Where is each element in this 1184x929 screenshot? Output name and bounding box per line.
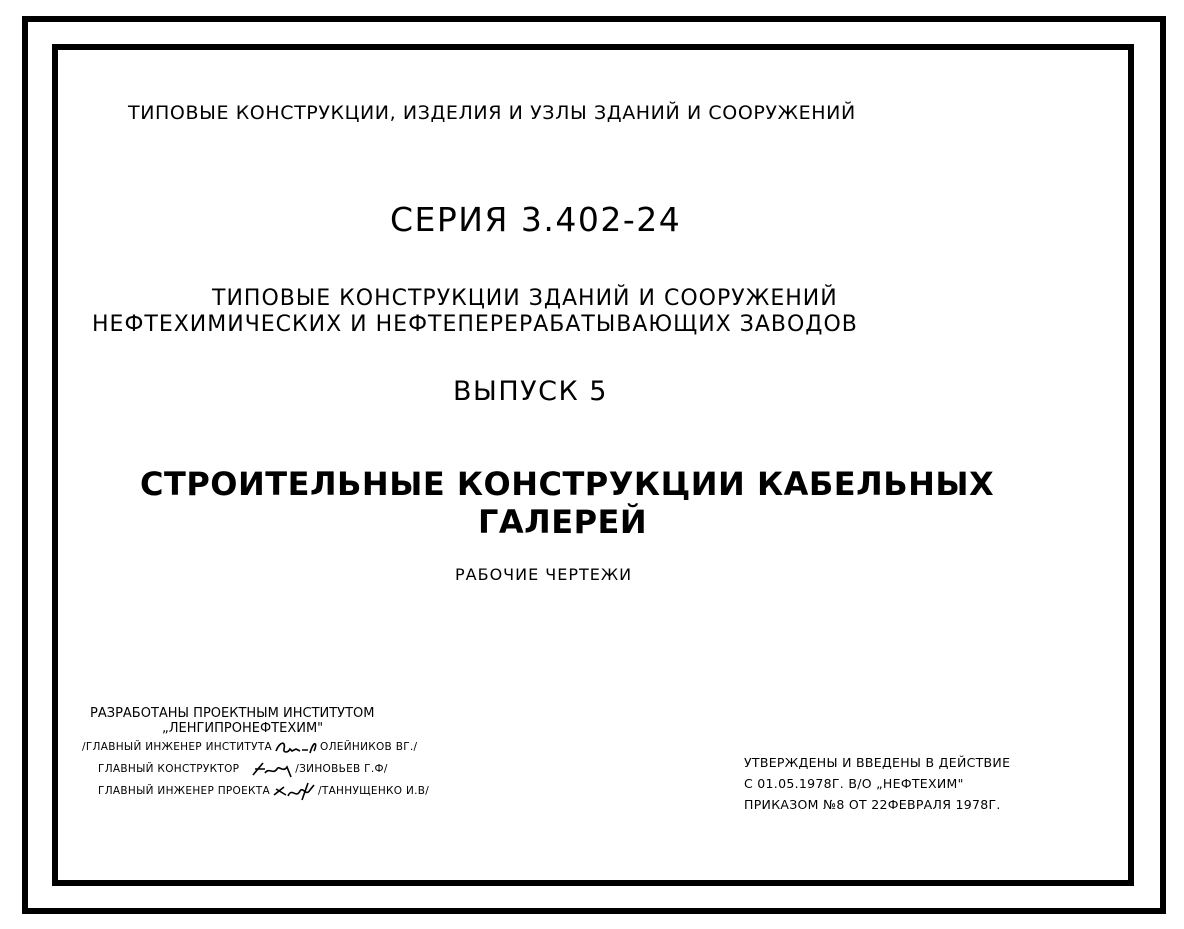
signatory-position: ГЛАВНЫЙ КОНСТРУКТОР xyxy=(98,763,240,775)
document-type: РАБОЧИЕ ЧЕРТЕЖИ xyxy=(455,565,633,584)
series-number: СЕРИЯ 3.402-24 xyxy=(390,200,682,239)
signatory-position: ГЛАВНЫЙ ИНЖЕНЕР ПРОЕКТА xyxy=(98,785,271,797)
subtitle-line-1: ТИПОВЫЕ КОНСТРУКЦИИ ЗДАНИЙ И СООРУЖЕНИЙ xyxy=(212,286,838,311)
signatory-row xyxy=(98,758,429,780)
approval-block xyxy=(744,752,1010,815)
approval-line-2: С 01.05.1978Г. В/О „НЕФТЕХИМ" xyxy=(744,776,964,791)
approval-line-1: УТВЕРЖДЕНЫ И ВВЕДЕНЫ В ДЕЙСТВИЕ xyxy=(744,755,1011,770)
signatory-name: /ЗИНОВЬЕВ Г.Ф/ xyxy=(295,763,388,775)
subtitle-line-2: НЕФТЕХИМИЧЕСКИХ И НЕФТЕПЕРЕРАБАТЫВАЮЩИХ ЗАВОДОВ xyxy=(92,312,858,337)
signatory-row xyxy=(82,736,429,758)
signatory-row xyxy=(98,780,429,802)
developer-label: РАЗРАБОТАНЫ ПРОЕКТНЫМ ИНСТИТУТОМ xyxy=(90,706,375,721)
collection-title: ТИПОВЫЕ КОНСТРУКЦИИ, ИЗДЕЛИЯ И УЗЛЫ ЗДАНИЙ И СООРУЖЕНИЙ xyxy=(128,102,856,124)
issue-number: ВЫПУСК 5 xyxy=(453,376,608,407)
approval-line-3: ПРИКАЗОМ №8 ОТ 22ФЕВРАЛЯ 1978Г. xyxy=(744,797,1001,812)
handwritten-signature xyxy=(272,781,316,801)
main-title-line-2: ГАЛЕРЕЙ xyxy=(478,503,648,541)
developer-block xyxy=(82,706,430,802)
main-title-line-1: СТРОИТЕЛЬНЫЕ КОНСТРУКЦИИ КАБЕЛЬНЫХ xyxy=(140,465,995,503)
handwritten-signature xyxy=(274,737,318,757)
signatory-name: /ТАННУЩЕНКО И.В/ xyxy=(318,785,430,797)
signatory-name: ОЛЕЙНИКОВ ВГ./ xyxy=(320,741,418,753)
handwritten-signature xyxy=(249,759,293,779)
developer-organization: „ЛЕНГИПРОНЕФТЕХИМ" xyxy=(162,721,324,736)
signatory-position: /ГЛАВНЫЙ ИНЖЕНЕР ИНСТИТУТА xyxy=(82,741,273,753)
